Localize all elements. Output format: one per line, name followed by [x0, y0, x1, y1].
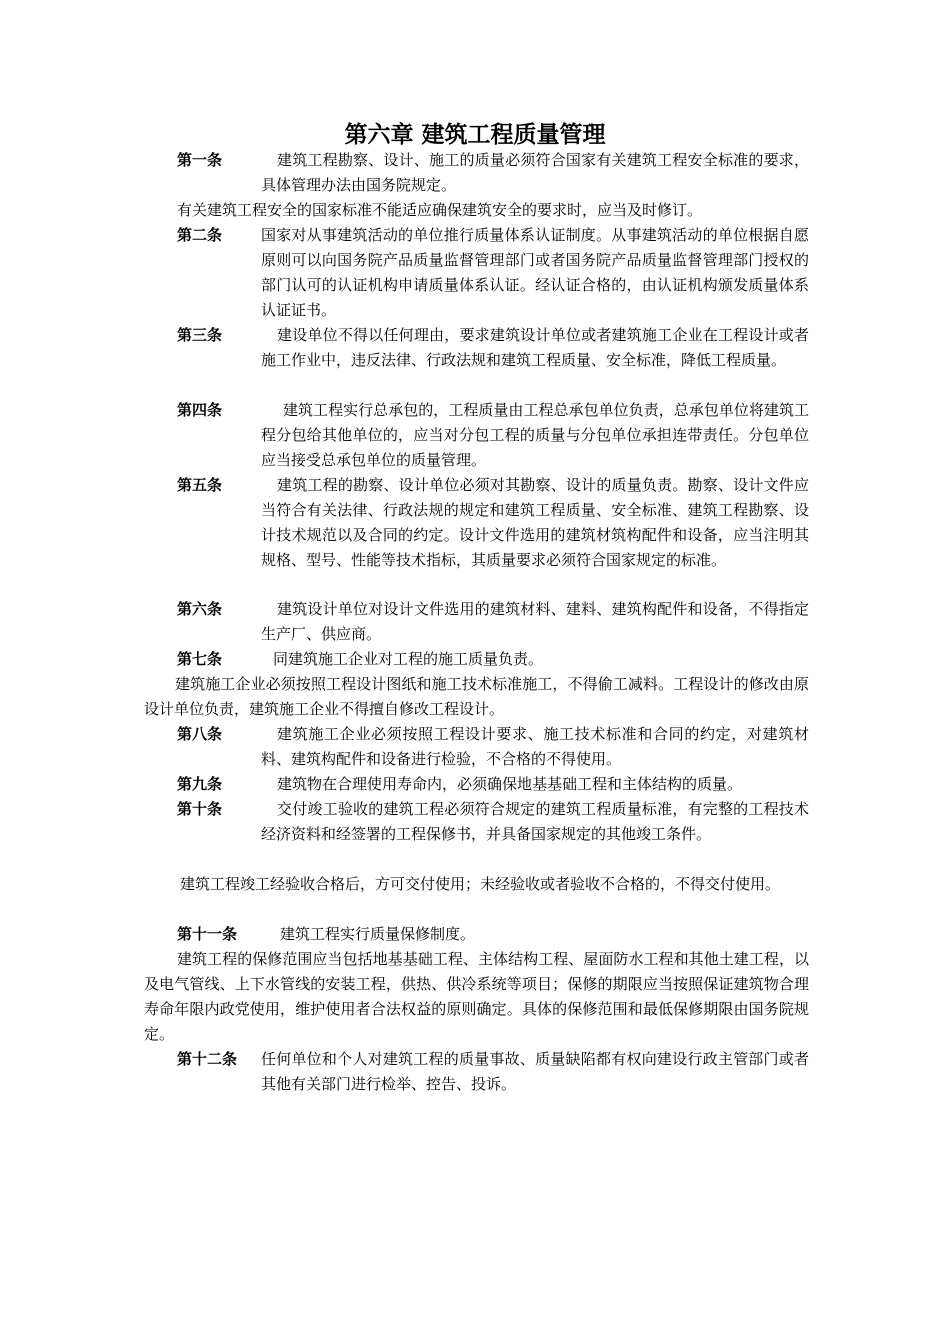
article-label: 第十二条 [177, 1050, 238, 1068]
article-label: 第六条 [177, 600, 223, 618]
article-4 [177, 398, 809, 473]
article-1 [177, 148, 809, 198]
article-text: 建筑工程实行质量保修制度。 [280, 925, 476, 943]
article-label: 第九条 [177, 775, 223, 793]
article-label: 第八条 [177, 725, 223, 743]
paragraph-7a: 建筑施工企业必须按照工程设计图纸和施工技术标准施工，不得偷工减料。工程设计的修改由原设计单位负责，建筑施工企业不得擅自修改工程设计。 [144, 675, 809, 718]
article-3 [177, 323, 809, 373]
article-text: 国家对从事建筑活动的单位推行质量体系认证制度。从事建筑活动的单位根据自愿原则可以向国务院产品质量监督管理部门或者国务院产品质量监督管理部门授权的部门认可的认证机构申请质量体系认证。经认证合格的，由认证机构颁发质量体系认证证书。 [261, 226, 809, 319]
article-text: 同建筑施工企业对工程的施工质量负责。 [273, 650, 544, 668]
paragraph-10a: 建筑工程竣工经验收合格后，方可交付使用；未经验收或者验收不合格的，不得交付使用。 [180, 875, 781, 893]
paragraph-11a: 建筑工程的保修范围应当包括地基基础工程、主体结构工程、屋面防水工程和其他土建工程，以及电气管线、上下水管线的安装工程，供热、供冷系统等项目；保修的期限应当按照保证建筑物合理寿命年限内政党使用，维护使用者合法权益的原则确定。具体的保修范围和最低保修期限由国务院规定。 [144, 950, 809, 1043]
article-label: 第十一条 [177, 925, 238, 943]
article-text: 任何单位和个人对建筑工程的质量事故、质量缺陷都有权向建设行政主管部门或者其他有关部门进行检举、控告、投诉。 [261, 1050, 809, 1093]
article-label: 第一条 [177, 151, 223, 169]
article-label: 第五条 [177, 476, 223, 494]
article-2 [177, 223, 809, 323]
article-label: 第二条 [177, 226, 223, 244]
article-text: 建筑工程的勘察、设计单位必须对其勘察、设计的质量负责。勘察、设计文件应当符合有关法律、行政法规的规定和建筑工程质量、安全标准、建筑工程勘察、设计技术规范以及合同的约定。设计文件选用的建筑材筑构配件和设备，应当注明其规格、型号、性能等技术指标，其质量要求必须符合国家规定的标准。 [261, 476, 809, 569]
article-9 [177, 772, 809, 797]
article-6 [177, 597, 809, 647]
paragraph-1a: 有关建筑工程安全的国家标准不能适应确保建筑安全的要求时，应当及时修订。 [177, 201, 703, 219]
article-label: 第七条 [177, 650, 223, 668]
article-label: 第四条 [177, 401, 223, 419]
article-text: 建设单位不得以任何理由，要求建筑设计单位或者建筑施工企业在工程设计或者施工作业中，违反法律、行政法规和建筑工程质量、安全标准，降低工程质量。 [261, 326, 809, 369]
article-text: 建筑物在合理使用寿命内，必须确保地基基础工程和主体结构的质量。 [277, 775, 743, 793]
article-10 [177, 797, 809, 847]
article-text: 建筑设计单位对设计文件选用的建筑材料、建料、建筑构配件和设备，不得指定生产厂、供应商。 [261, 600, 809, 643]
article-label: 第三条 [177, 326, 223, 344]
article-text: 交付竣工验收的建筑工程必须符合规定的建筑工程质量标准，有完整的工程技术经济资料和经签署的工程保修书，并具备国家规定的其他竣工条件。 [261, 800, 809, 843]
article-text: 建筑工程实行总承包的，工程质量由工程总承包单位负责，总承包单位将建筑工程分包给其他单位的，应当对分包工程的质量与分包单位承担连带责任。分包单位应当接受总承包单位的质量管理。 [261, 401, 809, 469]
chapter-title: 第六章 建筑工程质量管理 [344, 121, 606, 148]
article-5 [177, 473, 809, 573]
article-11 [177, 922, 809, 947]
article-label: 第十条 [177, 800, 223, 818]
article-text: 建筑工程勘察、设计、施工的质量必须符合国家有关建筑工程安全标准的要求，具体管理办法由国务院规定。 [261, 151, 809, 194]
article-7 [177, 647, 809, 672]
article-12 [177, 1047, 809, 1097]
article-text: 建筑施工企业必须按照工程设计要求、施工技术标准和合同的约定，对建筑材料、建筑构配件和设备进行检验，不合格的不得使用。 [261, 725, 809, 768]
article-8 [177, 722, 809, 772]
